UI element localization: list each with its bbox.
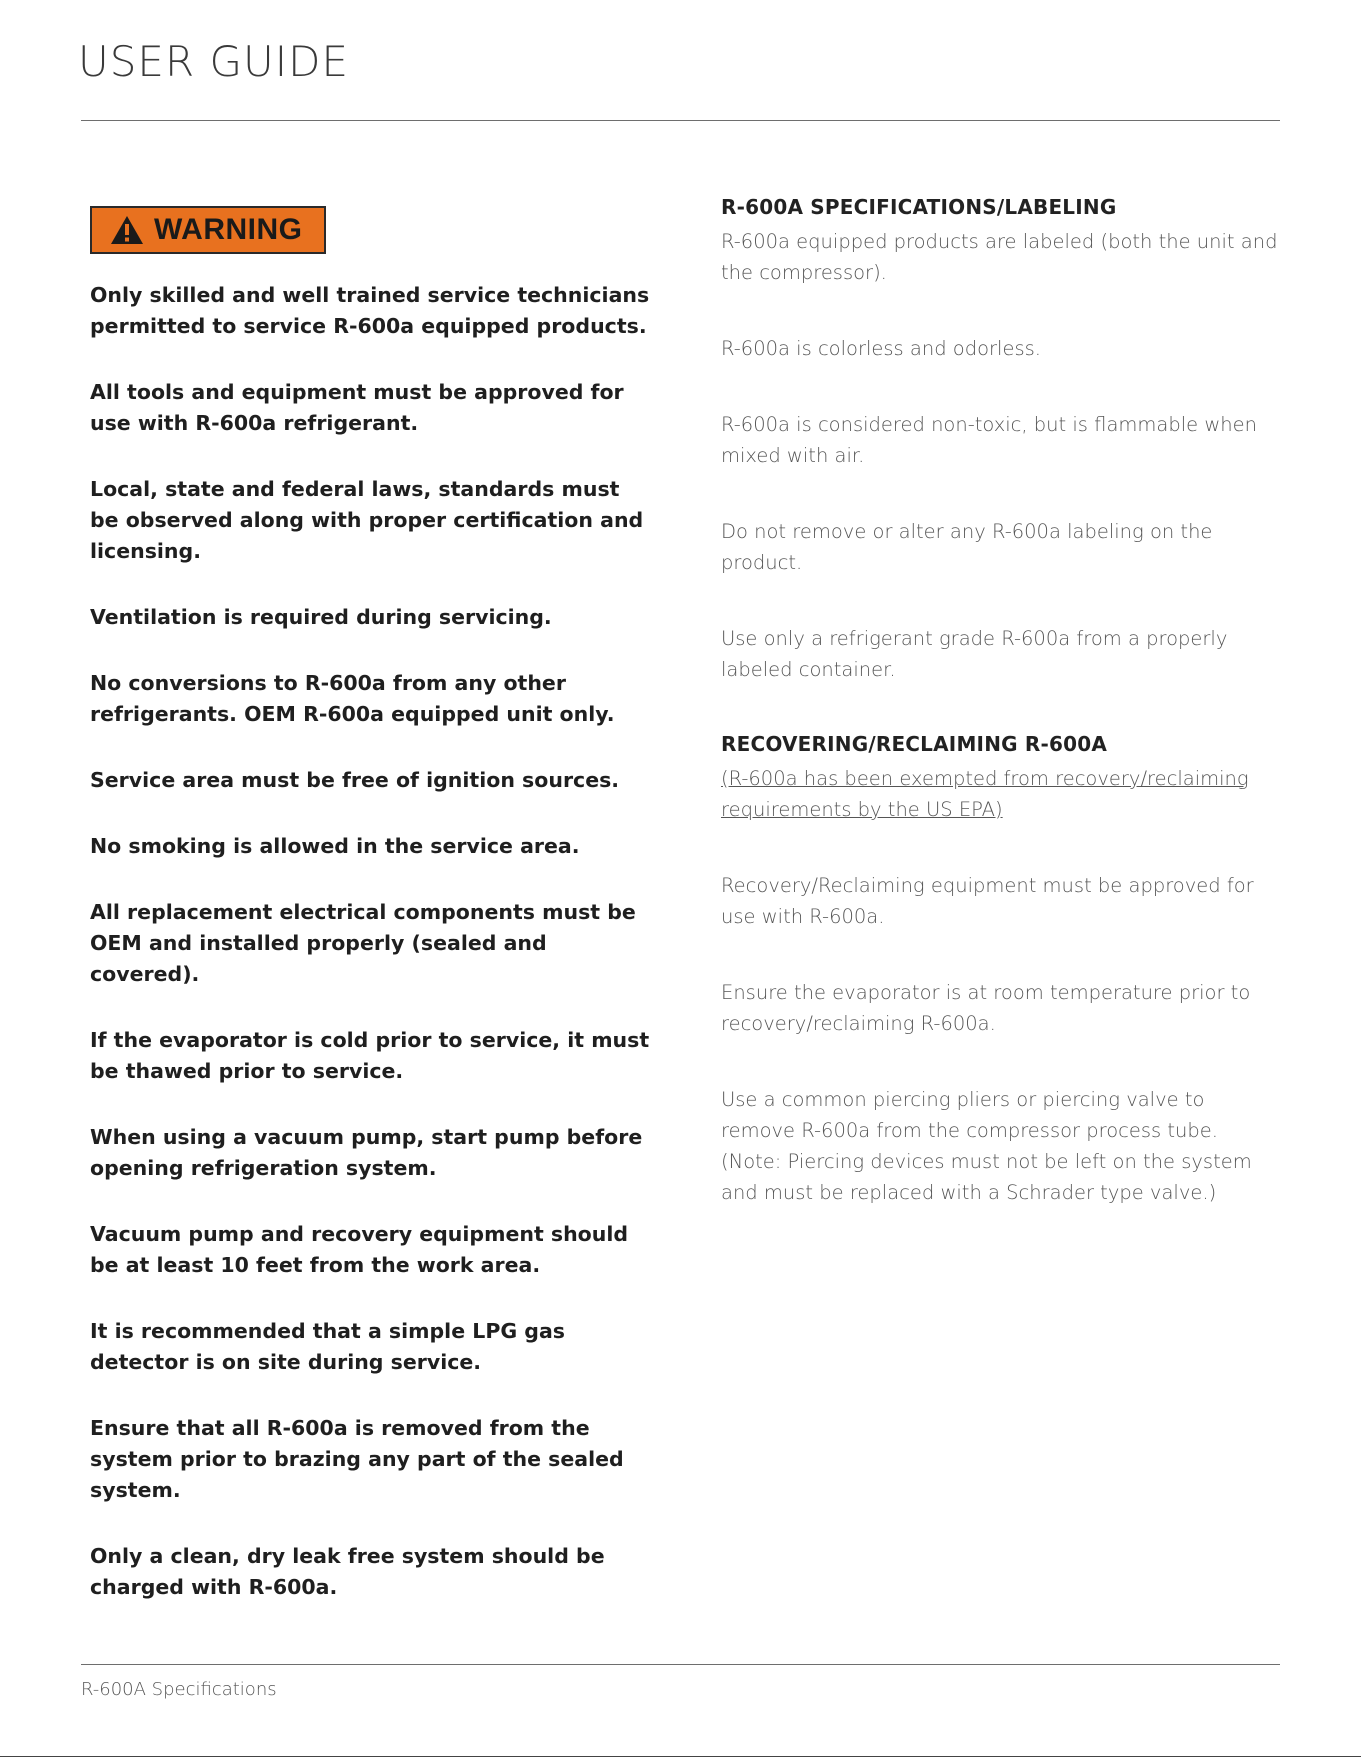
specification-item: R-600a equipped products are labeled (both the unit and the compressor).: [721, 230, 1278, 284]
recovering-item: Recovery/Reclaiming equipment must be approved for use with R-600a.: [721, 874, 1254, 928]
warning-item: No conversions to R-600a from any other refrigerants. OEM R-600a equipped unit only.: [90, 671, 615, 726]
warning-item: Ensure that all R-600a is removed from the system prior to brazing any part of the sealed system.: [90, 1416, 624, 1502]
warning-item: All tools and equipment must be approved for use with R-600a refrigerant.: [90, 380, 624, 435]
warning-item: Vacuum pump and recovery equipment should be at least 10 feet from the work area.: [90, 1222, 629, 1277]
warning-item: Ventilation is required during servicing.: [90, 605, 552, 629]
warning-label: WARNING: [154, 213, 303, 246]
warning-item: Only skilled and well trained service technicians permitted to service R-600a equipped products.: [90, 283, 650, 338]
warning-item: If the evaporator is cold prior to service, it must be thawed prior to service.: [90, 1028, 650, 1083]
warning-list: [90, 280, 650, 1638]
warning-item: It is recommended that a simple LPG gas detector is on site during service.: [90, 1319, 566, 1374]
warning-item: No smoking is allowed in the service area.: [90, 834, 580, 858]
warning-item: Service area must be free of ignition sources.: [90, 768, 620, 792]
specifications-heading: R-600A SPECIFICATIONS/LABELING: [721, 195, 1117, 219]
header-divider: [81, 120, 1280, 121]
recovering-heading: RECOVERING/RECLAIMING R-600A: [721, 732, 1108, 756]
warning-item: Only a clean, dry leak free system should be charged with R-600a.: [90, 1544, 605, 1599]
warning-badge: [90, 206, 326, 254]
warning-triangle-icon: [110, 215, 144, 245]
warning-item: When using a vacuum pump, start pump before opening refrigeration system.: [90, 1125, 643, 1180]
recovering-item: Use a common piercing pliers or piercing valve to remove R-600a from the compressor process tube. (Note: Piercing devices must not be left on the system and must be replaced with a Schrader type valve.): [721, 1088, 1252, 1204]
warning-item: Local, state and federal laws, standards must be observed along with proper certification and licensing.: [90, 477, 644, 563]
warning-item: All replacement electrical components must be OEM and installed properly (sealed and covered).: [90, 900, 636, 986]
footer-divider: [81, 1664, 1280, 1665]
specification-item: Do not remove or alter any R-600a labeling on the product.: [721, 520, 1213, 574]
footer-label: R-600A Specifications: [81, 1679, 277, 1700]
specification-item: R-600a is considered non-toxic, but is flammable when mixed with air.: [721, 413, 1257, 467]
specification-item: R-600a is colorless and odorless.: [721, 337, 1041, 360]
specification-item: Use only a refrigerant grade R-600a from a properly labeled container.: [721, 627, 1228, 681]
page-bottom-edge: [0, 1756, 1361, 1757]
specifications-column: [721, 190, 1281, 1253]
page-title: USER GUIDE: [78, 37, 350, 86]
epa-exemption-note: (R-600a has been exempted from recovery/reclaiming requirements by the US EPA): [721, 767, 1249, 821]
recovering-item: Ensure the evaporator is at room temperature prior to recovery/reclaiming R-600a.: [721, 981, 1251, 1035]
